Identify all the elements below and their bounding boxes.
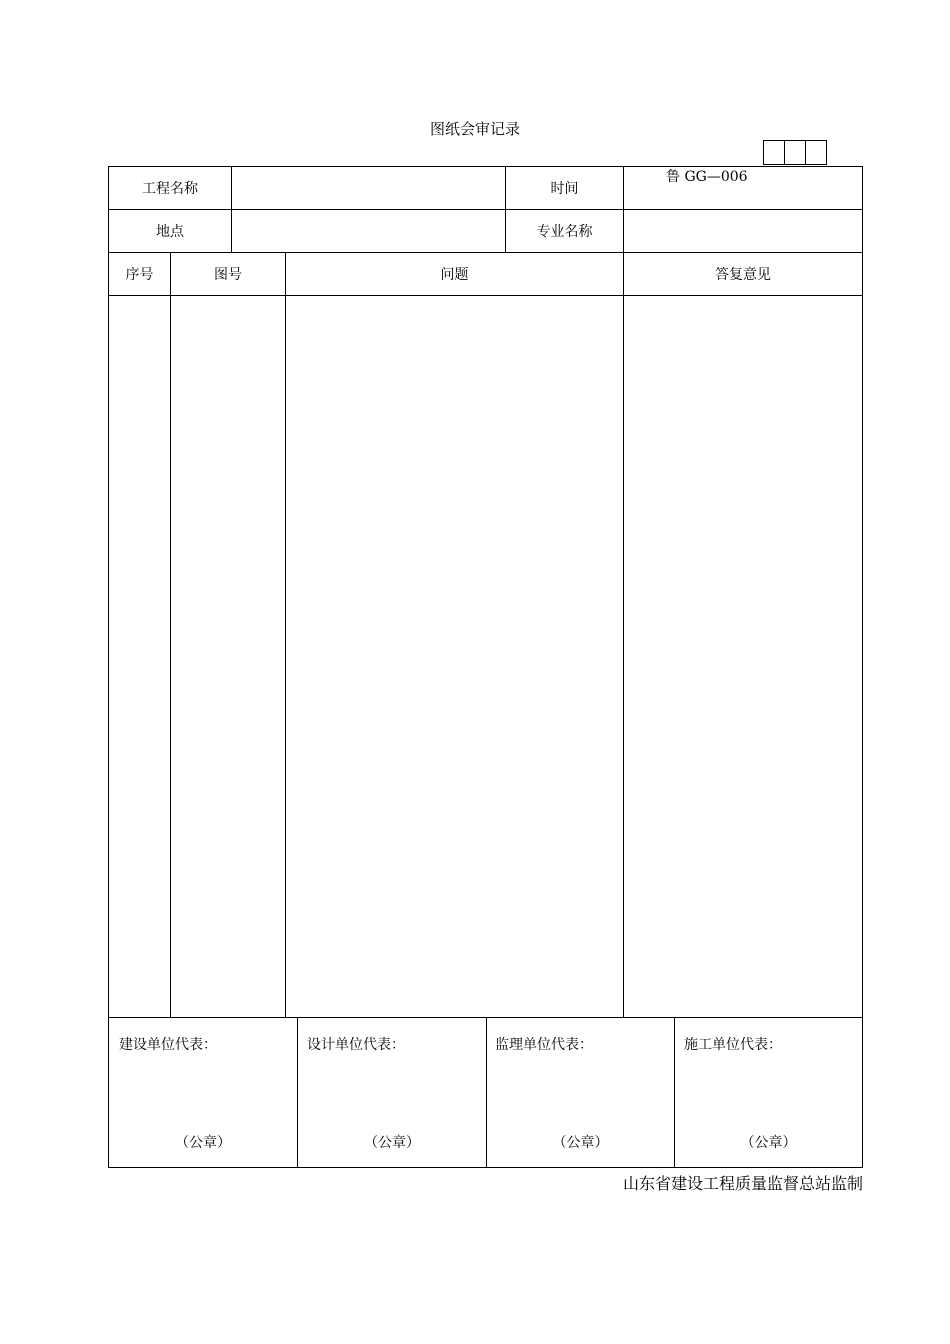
location-field[interactable] — [232, 210, 505, 252]
review-record-form — [108, 166, 863, 1168]
form-code: 鲁 GG—006 — [666, 169, 748, 185]
project-name-field[interactable] — [232, 167, 505, 209]
column-header-drawing-no: 图号 — [214, 267, 242, 283]
issue-column-body[interactable] — [286, 296, 623, 1017]
column-header-issue: 问题 — [440, 267, 469, 283]
owner-rep-label: 建设单位代表： — [119, 1037, 217, 1053]
location-label: 地点 — [156, 224, 184, 240]
owner-seal: （公章） — [175, 1135, 231, 1151]
column-header-reply: 答复意见 — [715, 267, 771, 283]
supervisor-rep-label: 监理单位代表： — [495, 1037, 593, 1053]
code-box[interactable] — [805, 140, 827, 165]
designer-seal: （公章） — [364, 1135, 420, 1151]
column-header-seq: 序号 — [125, 267, 154, 283]
project-name-label: 工程名称 — [142, 181, 198, 197]
reply-column-body[interactable] — [624, 296, 862, 1017]
code-box[interactable] — [763, 140, 784, 165]
code-box[interactable] — [784, 140, 805, 165]
designer-rep-label: 设计单位代表： — [307, 1037, 405, 1053]
contractor-rep-label: 施工单位代表： — [684, 1037, 782, 1053]
issuer-footer: 山东省建设工程质量监督总站监制 — [622, 1174, 863, 1193]
supervisor-seal: （公章） — [552, 1135, 609, 1151]
specialty-label: 专业名称 — [536, 224, 593, 240]
drawing-no-column-body[interactable] — [171, 296, 285, 1017]
contractor-seal: （公章） — [740, 1135, 797, 1151]
seq-column-body[interactable] — [109, 296, 170, 1017]
time-label: 时间 — [550, 181, 579, 197]
specialty-field[interactable] — [624, 210, 862, 252]
document-title: 图纸会审记录 — [429, 120, 520, 138]
form-code-boxes — [763, 140, 827, 165]
